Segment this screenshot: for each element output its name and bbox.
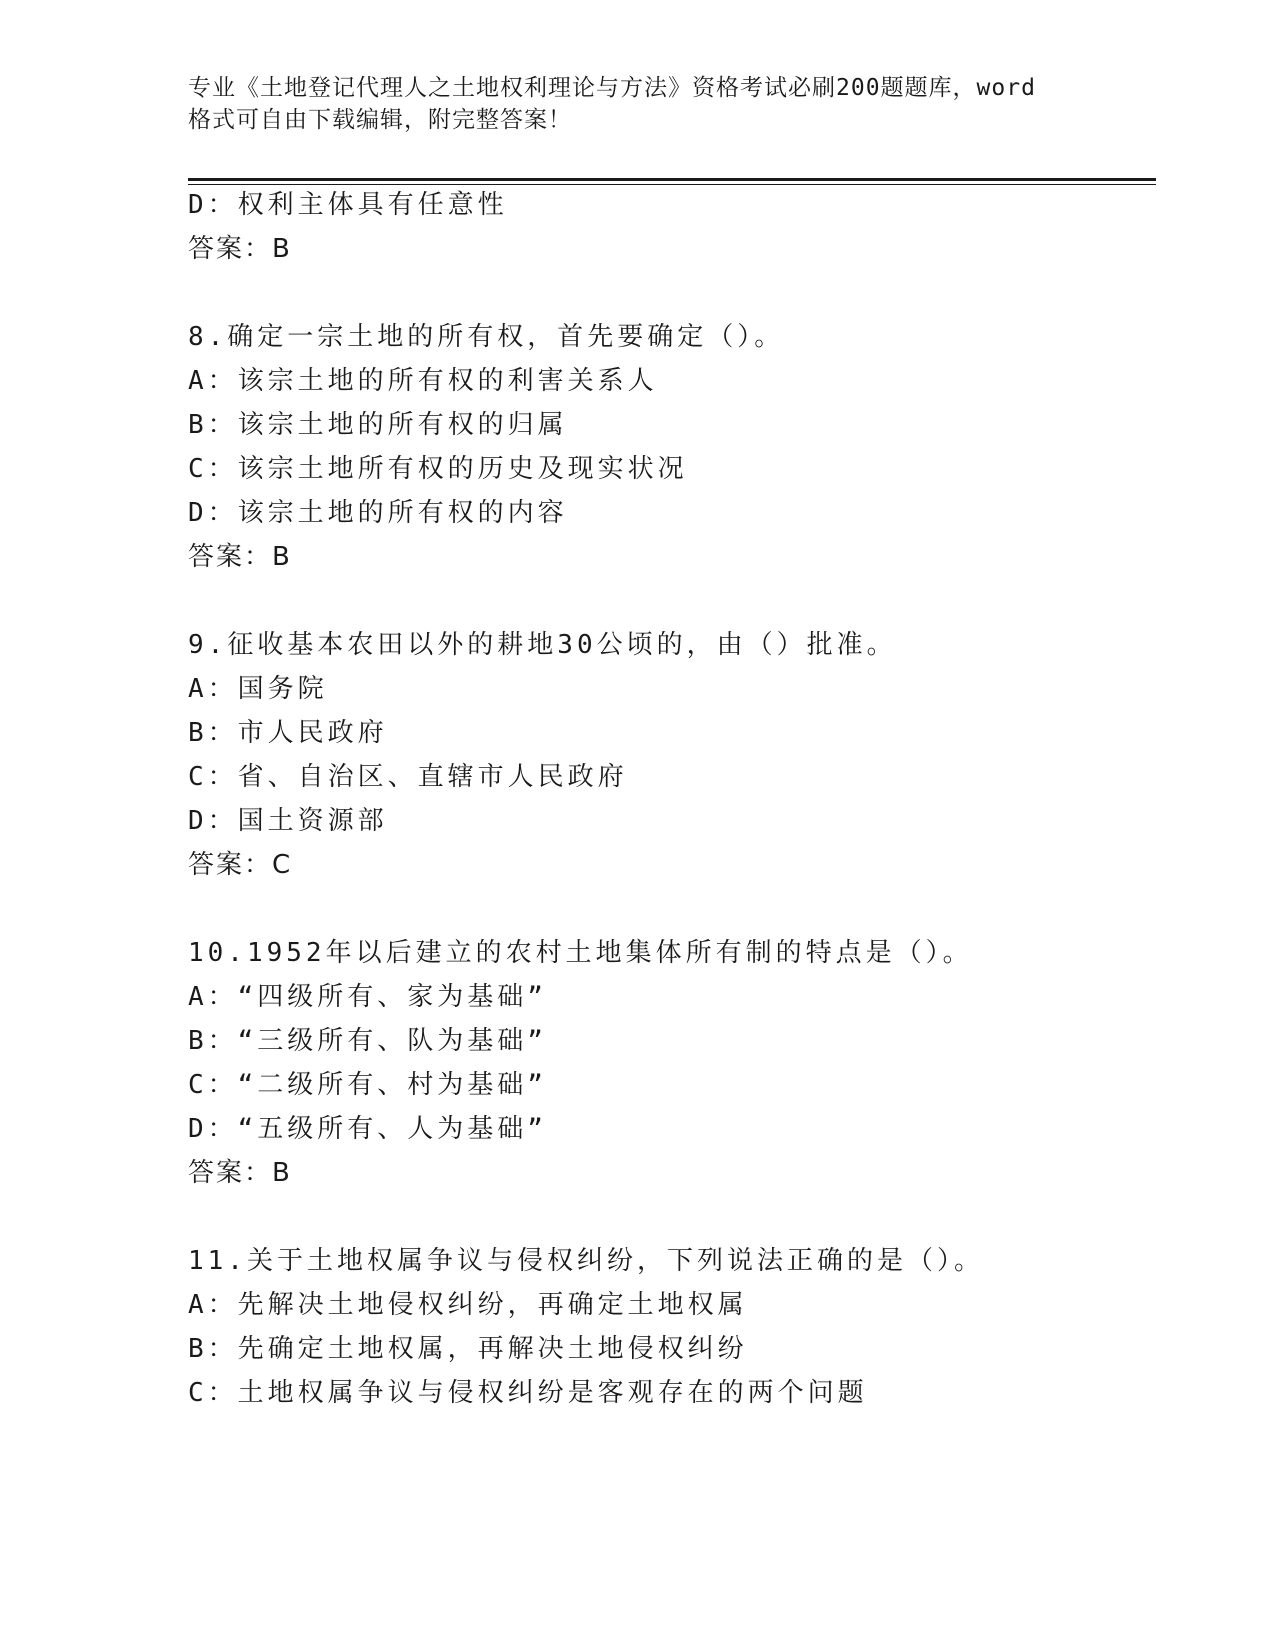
header-line-1: 专业《土地登记代理人之土地权利理论与方法》资格考试必刷200题题库，word (188, 75, 1036, 101)
question-option: D：国土资源部 (188, 806, 388, 836)
question-stem: 10.1952年以后建立的农村土地集体所有制的特点是（）。 (188, 938, 973, 968)
document-header (188, 72, 1068, 136)
question-stem: 11.关于土地权属争议与侵权纠纷，下列说法正确的是（）。 (188, 1246, 984, 1276)
question-option: C：土地权属争议与侵权纠纷是客观存在的两个问题 (188, 1378, 868, 1408)
question-stem: 9.征收基本农田以外的耕地30公顷的，由（）批准。 (188, 630, 897, 660)
question-option: D：“五级所有、人为基础” (188, 1114, 547, 1144)
question-option: A：该宗土地的所有权的利害关系人 (188, 366, 658, 396)
prev-option-d: D：权利主体具有任意性 (188, 190, 508, 220)
header-divider-thin (188, 184, 1156, 185)
question-option: A：“四级所有、家为基础” (188, 982, 547, 1012)
question-option: B：该宗土地的所有权的归属 (188, 410, 568, 440)
question-option: A：先解决土地侵权纠纷，再确定土地权属 (188, 1290, 748, 1320)
question-option: A：国务院 (188, 674, 328, 704)
question-option: B：先确定土地权属，再解决土地侵权纠纷 (188, 1334, 748, 1364)
question-answer: 答案：C (188, 850, 293, 880)
prev-answer: 答案：B (188, 234, 292, 264)
question-stem: 8.确定一宗土地的所有权，首先要确定（）。 (188, 322, 785, 352)
question-option: D：该宗土地的所有权的内容 (188, 498, 568, 528)
question-answer: 答案：B (188, 542, 292, 572)
header-divider-thick (188, 178, 1156, 181)
question-option: C：该宗土地所有权的历史及现实状况 (188, 454, 688, 484)
header-line-2: 格式可自由下载编辑，附完整答案！ (188, 107, 572, 133)
question-option: C：“二级所有、村为基础” (188, 1070, 547, 1100)
question-option: B：“三级所有、队为基础” (188, 1026, 547, 1056)
question-option: B：市人民政府 (188, 718, 388, 748)
question-option: C：省、自治区、直辖市人民政府 (188, 762, 628, 792)
question-answer: 答案：B (188, 1158, 292, 1188)
